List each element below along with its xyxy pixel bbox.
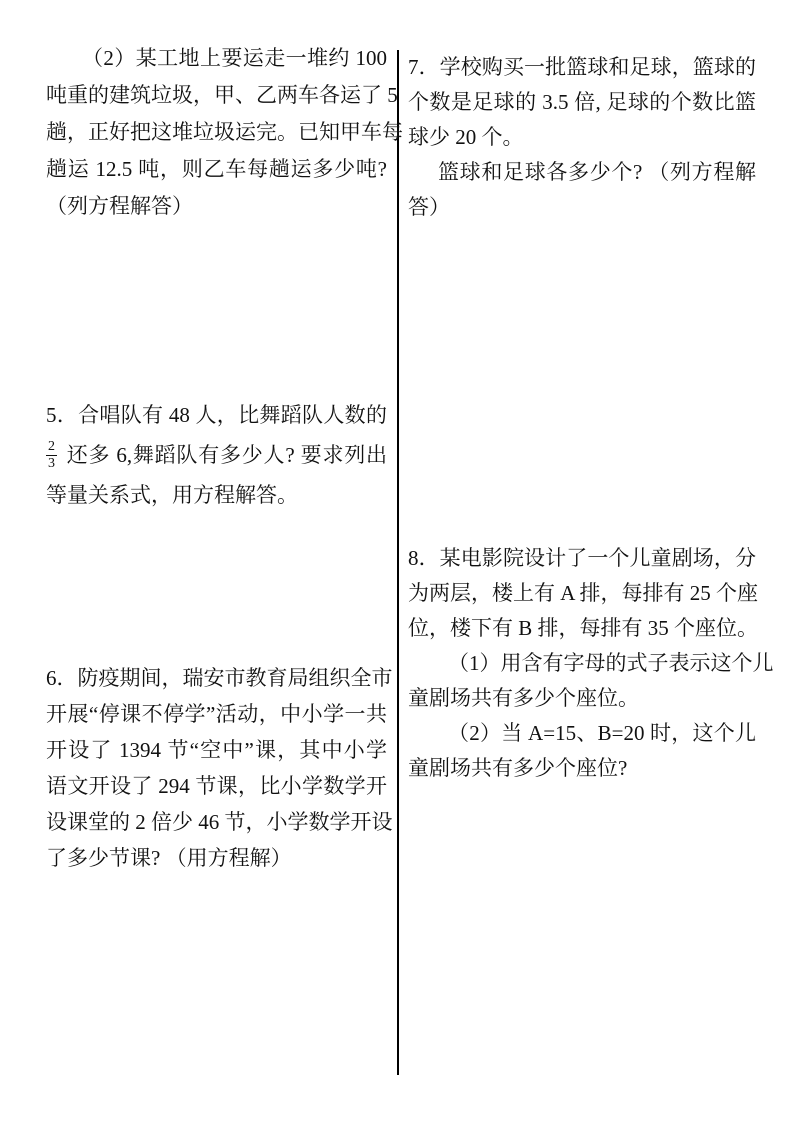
problem-6-line-1: 6．防疫期间，瑞安市教育局组织全市 (46, 666, 393, 690)
text-line (408, 646, 774, 681)
text-line (408, 751, 756, 786)
problem-2-line-4: 趟运 12.5 吨，则乙车每趟运多少吨? (46, 157, 387, 181)
text-line (46, 40, 387, 77)
text-line (46, 114, 403, 151)
problem-5-line-3: 等量关系式，用方程解答。 (46, 483, 298, 507)
text-line (46, 696, 387, 732)
text-line (46, 660, 393, 696)
problem-8-line-4: （1）用含有字母的式子表示这个儿 (448, 651, 774, 675)
problem-8-line-6: （2）当 A=15、B=20 时，这个儿 (448, 721, 756, 745)
problem-7-line-3: 球少 20 个。 (408, 125, 524, 149)
problem-5-line-1: 5．合唱队有 48 人，比舞蹈队人数的 (46, 403, 387, 427)
text-line (46, 395, 387, 435)
text-line (46, 840, 387, 876)
column-divider (397, 50, 399, 1075)
text-line (408, 190, 756, 225)
fraction-numerator: 2 (48, 438, 55, 454)
text-line (408, 541, 756, 576)
text-line (46, 435, 387, 475)
text-line (408, 85, 756, 120)
problem-6-line-4: 语文开设了 294 节课，比小学数学开 (46, 774, 387, 798)
text-line (408, 576, 759, 611)
problem-2 (46, 40, 403, 225)
problem-8-line-1: 8．某电影院设计了一个儿童剧场，分 (408, 546, 756, 570)
text-line (46, 188, 387, 225)
text-line (46, 151, 387, 188)
problem-6-line-3: 开设了 1394 节“空中”课，其中小学 (46, 738, 387, 762)
text-line (46, 77, 398, 114)
problem-6 (46, 660, 393, 876)
problem-2-line-5: （列方程解答） (46, 194, 193, 218)
text-line (46, 804, 393, 840)
problem-7-line-4: 篮球和足球各多少个? （列方程解 (438, 160, 756, 184)
problem-8-line-2: 为两层，楼上有 A 排，每排有 25 个座 (408, 581, 759, 605)
problem-2-line-3: 趟，正好把这堆垃圾运完。已知甲车每 (46, 120, 403, 144)
text-line (46, 475, 387, 515)
text-line (408, 681, 756, 716)
text-line (408, 120, 756, 155)
fraction-denominator: 3 (48, 455, 55, 471)
problem-5-line-2: 还多 6,舞蹈队有多少人? 要求列出 (66, 443, 387, 467)
problem-6-line-5: 设课堂的 2 倍少 46 节，小学数学开设 (46, 810, 393, 834)
text-line (408, 50, 756, 85)
problem-7-line-5: 答） (408, 195, 450, 219)
text-line (408, 716, 756, 751)
problem-7-line-2: 个数是足球的 3.5 倍, 足球的个数比篮 (408, 90, 756, 114)
problem-5 (46, 395, 387, 515)
problem-6-line-6: 了多少节课? （用方程解） (46, 846, 292, 870)
problem-8 (408, 541, 774, 786)
text-line (46, 768, 387, 804)
problem-8-line-5: 童剧场共有多少个座位。 (408, 686, 639, 710)
problem-8-line-7: 童剧场共有多少个座位? (408, 756, 628, 780)
text-line (408, 155, 756, 190)
fraction-two-thirds (46, 439, 57, 472)
text-line (408, 611, 759, 646)
text-line (46, 732, 387, 768)
problem-2-line-2: 吨重的建筑垃圾，甲、乙两车各运了 5 (46, 83, 398, 107)
problem-8-line-3: 位，楼下有 B 排，每排有 35 个座位。 (408, 616, 759, 640)
problem-2-line-1: （2）某工地上要运走一堆约 100 (82, 46, 387, 70)
problem-7 (408, 50, 756, 225)
problem-7-line-1: 7．学校购买一批篮球和足球，篮球的 (408, 55, 756, 79)
problem-6-line-2: 开展“停课不停学”活动，中小学一共 (46, 702, 387, 726)
